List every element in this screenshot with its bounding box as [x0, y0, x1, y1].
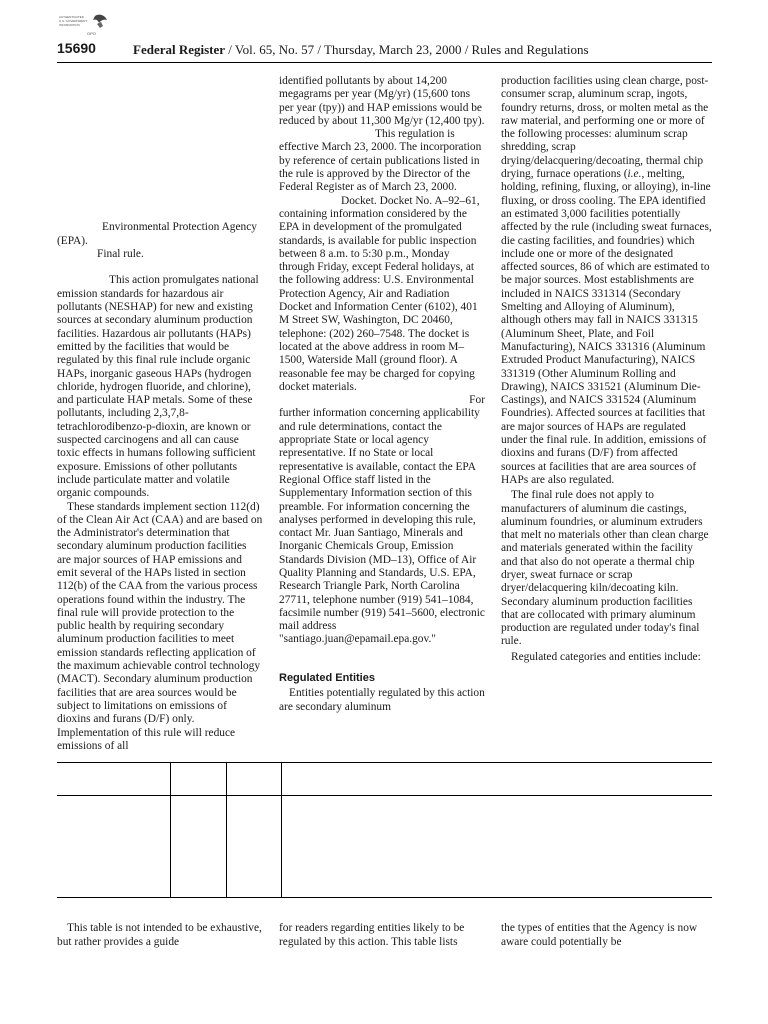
blank-line: [57, 195, 263, 208]
table-header-cell: [57, 762, 170, 795]
blank-line: [57, 75, 263, 88]
contact-lead: [279, 394, 485, 407]
footer-text-2: for readers regarding entities likely to be regulated by this action. This table lists: [279, 922, 465, 948]
footer-column-1: [57, 922, 263, 949]
blank-line: [57, 168, 263, 181]
summary-paragraph-2: [57, 501, 263, 754]
regulated-entities-text: Entities potentially regulated by this action are secondary aluminum: [279, 687, 485, 713]
summary-text: This action promulgates national emission standards for hazardous air pollutants (NESHAP) for new and existing sources at secondary aluminum production facilities. Hazardous air pollutants (HAPs) emitted by the facilities that would be regulated by this final rule include organic HAPs, inorganic gaseous HAPs (hydrogen chloride, hydrogen fluoride, and chlorine), and particulate HAP metals. Some of these pollutants, including 2,3,7,8-tetrachlorodibenzo-p-dioxin, are known or suspected carcinogens and all can cause toxic effects in humans following sufficient exposure. Emissions of other pollutants include particulate matter and volatile organic compounds.: [57, 274, 259, 500]
agency-paragraph: [57, 221, 263, 248]
addresses-text: Docket. Docket No. A–92–61, containing information considered by the EPA in development of the promulgated standards, is available for public inspection between 8 a.m. to 5:30 p.m., Monday through Friday, except Federal holidays, at the following address: U.S. Environmental Protection Agency, Air and Radiation Docket and Information Center (6102), 401 M Street SW, Washington, DC 20460, telephone: (202) 260–7548. The docket is located at the above address in room M–1500, Waterside Mall (ground floor). A reasonable fee may be charged for copying docket materials.: [279, 194, 480, 393]
regulated-entities-paragraph: [279, 687, 485, 714]
entities-text-a: production facilities using clean charge, post-consumer scrap, aluminum scrap, ingots, foundry returns, dross, or molten metal as the raw material, and performing one or more of the following processes: aluminum scrap shredding, scrap drying/delacquering/decoating, thermal chip drying, furnace operations (: [501, 75, 709, 181]
blank-line: [57, 115, 263, 128]
svg-text:AUTHENTICATED: AUTHENTICATED: [59, 15, 84, 19]
applicability-paragraph: [501, 489, 712, 649]
regulated-entities-table: [57, 762, 712, 898]
entities-text-italic: i.e.: [627, 168, 642, 181]
contact-lead-text: For: [469, 394, 485, 407]
table-header-cell: [226, 762, 281, 795]
entities-text-b: , melting, holding, refining, fluxing, or alloying), in-line fluxing, or dross cooling. The EPA identified an estimated 3,000 facilities potentially affected by the rule (including sweat furnaces, die casting facilities, and foundries) which include one or more of the designated affected sources, 86 of which are estimated to be major sources. Most establishments are included in NAICS 331314 (Secondary Smelting and Alloying of Aluminum), although others may fall in NAICS 331315 (Aluminum Sheet, Plate, and Foil Manufacturing), NAICS 331316 (Aluminum Extruded Product Manufacturing), NAICS 331319 (Other Aluminum Rolling and Drawing), NAICS 331521 (Aluminum Die-Castings), and NAICS 331524 (Aluminum Foundries). Affected sources at facilities that are major sources of HAPs are regulated under the final rule. In addition, emissions of dioxins and furans (D/F) from affected sources at facilities that are area sources of HAPs are also regulated.: [501, 168, 712, 486]
footer-column-2: [279, 922, 489, 949]
column-2: [279, 75, 485, 714]
summary-continuation-text: identified pollutants by about 14,200 megagrams per year (Mg/yr) (15,600 tons per year (tpy)) and HAP emissions would be reduced by about 11,300 Mg/yr (12,400 tpy).: [279, 75, 485, 127]
action-paragraph: [57, 248, 263, 261]
blank-line: [279, 647, 485, 660]
addresses-paragraph: [279, 195, 485, 394]
blank-line: [57, 88, 263, 101]
blank-line: [57, 181, 263, 194]
table-cell: [57, 795, 170, 898]
header-rule: [57, 62, 712, 63]
agency-text: Environmental Protection Agency (EPA).: [57, 221, 258, 247]
table-header-row: [57, 762, 712, 795]
column-3: [501, 75, 712, 664]
summary-paragraph: [57, 274, 263, 500]
action-text: Final rule.: [97, 247, 144, 260]
footer-text-3: the types of entities that the Agency is now aware could potentially be: [501, 922, 698, 948]
publication-title: Federal Register: [133, 42, 226, 57]
table-cell: [170, 795, 226, 898]
table-cell: [281, 795, 712, 898]
svg-text:INFORMATION: INFORMATION: [59, 23, 80, 27]
summary-text-2: These standards implement section 112(d) of the Clean Air Act (CAA) and are based on the Administrator's determination that secondary aluminum production facilities are major sources of HAP emissions and emit several of the HAPs listed in section 112(b) of the CAA from the various process operations found within the industry. The final rule will provide protection to the public health by requiring secondary aluminum production facilities to meet emission standards reflecting application of the maximum achievable control technology (MACT). Secondary aluminum production facilities that are area sources would be subject to limitations on emissions of dioxins and furans (D/F) only. Implementation of this rule will reduce emissions of all: [57, 500, 263, 752]
effective-date-paragraph: [279, 128, 485, 194]
blank-line: [57, 261, 263, 274]
blank-line: [57, 141, 263, 154]
blank-line: [57, 128, 263, 141]
table-header-cell: [281, 762, 712, 795]
table-header-cell: [170, 762, 226, 795]
svg-text:GPO: GPO: [87, 31, 96, 36]
applicability-text: The final rule does not apply to manufacturers of aluminum die castings, aluminum foundries, or aluminum extruders that melt no materials other than clean charge and materials generated within the facility and that also do not operate a thermal chip dryer, sweat furnace or scrap dryer/delacquering kiln/decoating kiln. Secondary aluminum production facilities that are collocated with primary aluminum production are regulated under today's final rule.: [501, 489, 709, 648]
table-bottom-rule: [57, 897, 712, 898]
blank-line: [57, 155, 263, 168]
contact-paragraph: [279, 407, 485, 646]
svg-text:U.S. GOVERNMENT: U.S. GOVERNMENT: [59, 19, 88, 23]
summary-continuation: [279, 75, 485, 128]
blank-line: [57, 208, 263, 221]
table-row: [57, 795, 712, 898]
contact-text: further information concerning applicability and rule determinations, contact the appropriate State or local agency representative. If no State or local representative is available, contact the EPA Regional Office staff listed in the Supplementary Information section of this preamble. For information concerning the analyses performed in developing this rule, contact Mr. Juan Santiago, Minerals and Inorganic Chemicals Group, Emission Standards Division (MD–13), Office of Air Quality Planning and Standards, U.S. EPA, Research Triangle Park, North Carolina 27711, telephone number (919) 541–1084, facsimile number (919) 541–5600, electronic mail address "santiago.juan@epamail.epa.gov.": [279, 407, 485, 646]
gpo-authentication-seal-icon: [57, 12, 111, 38]
effective-date-text: This regulation is effective March 23, 2000. The incorporation by reference of certain publications listed in the rule is approved by the Director of the Federal Register as of March 23, 2000.: [279, 128, 482, 194]
blank-line: [57, 102, 263, 115]
footer-column-3: [501, 922, 712, 949]
page-number: 15690: [57, 40, 96, 56]
regulated-entities-heading: Regulated Entities: [279, 672, 375, 685]
issue-info: / Vol. 65, No. 57 / Thursday, March 23, 2000 / Rules and Regulations: [225, 42, 589, 57]
footer-text-1: This table is not intended to be exhaustive, but rather provides a guide: [57, 922, 262, 948]
categories-intro-text: Regulated categories and entities include:: [511, 650, 701, 663]
table-cell: [226, 795, 281, 898]
running-head: [133, 42, 589, 58]
column-1: [57, 75, 263, 753]
categories-intro-paragraph: [501, 651, 712, 664]
entities-continuation: [501, 75, 712, 487]
